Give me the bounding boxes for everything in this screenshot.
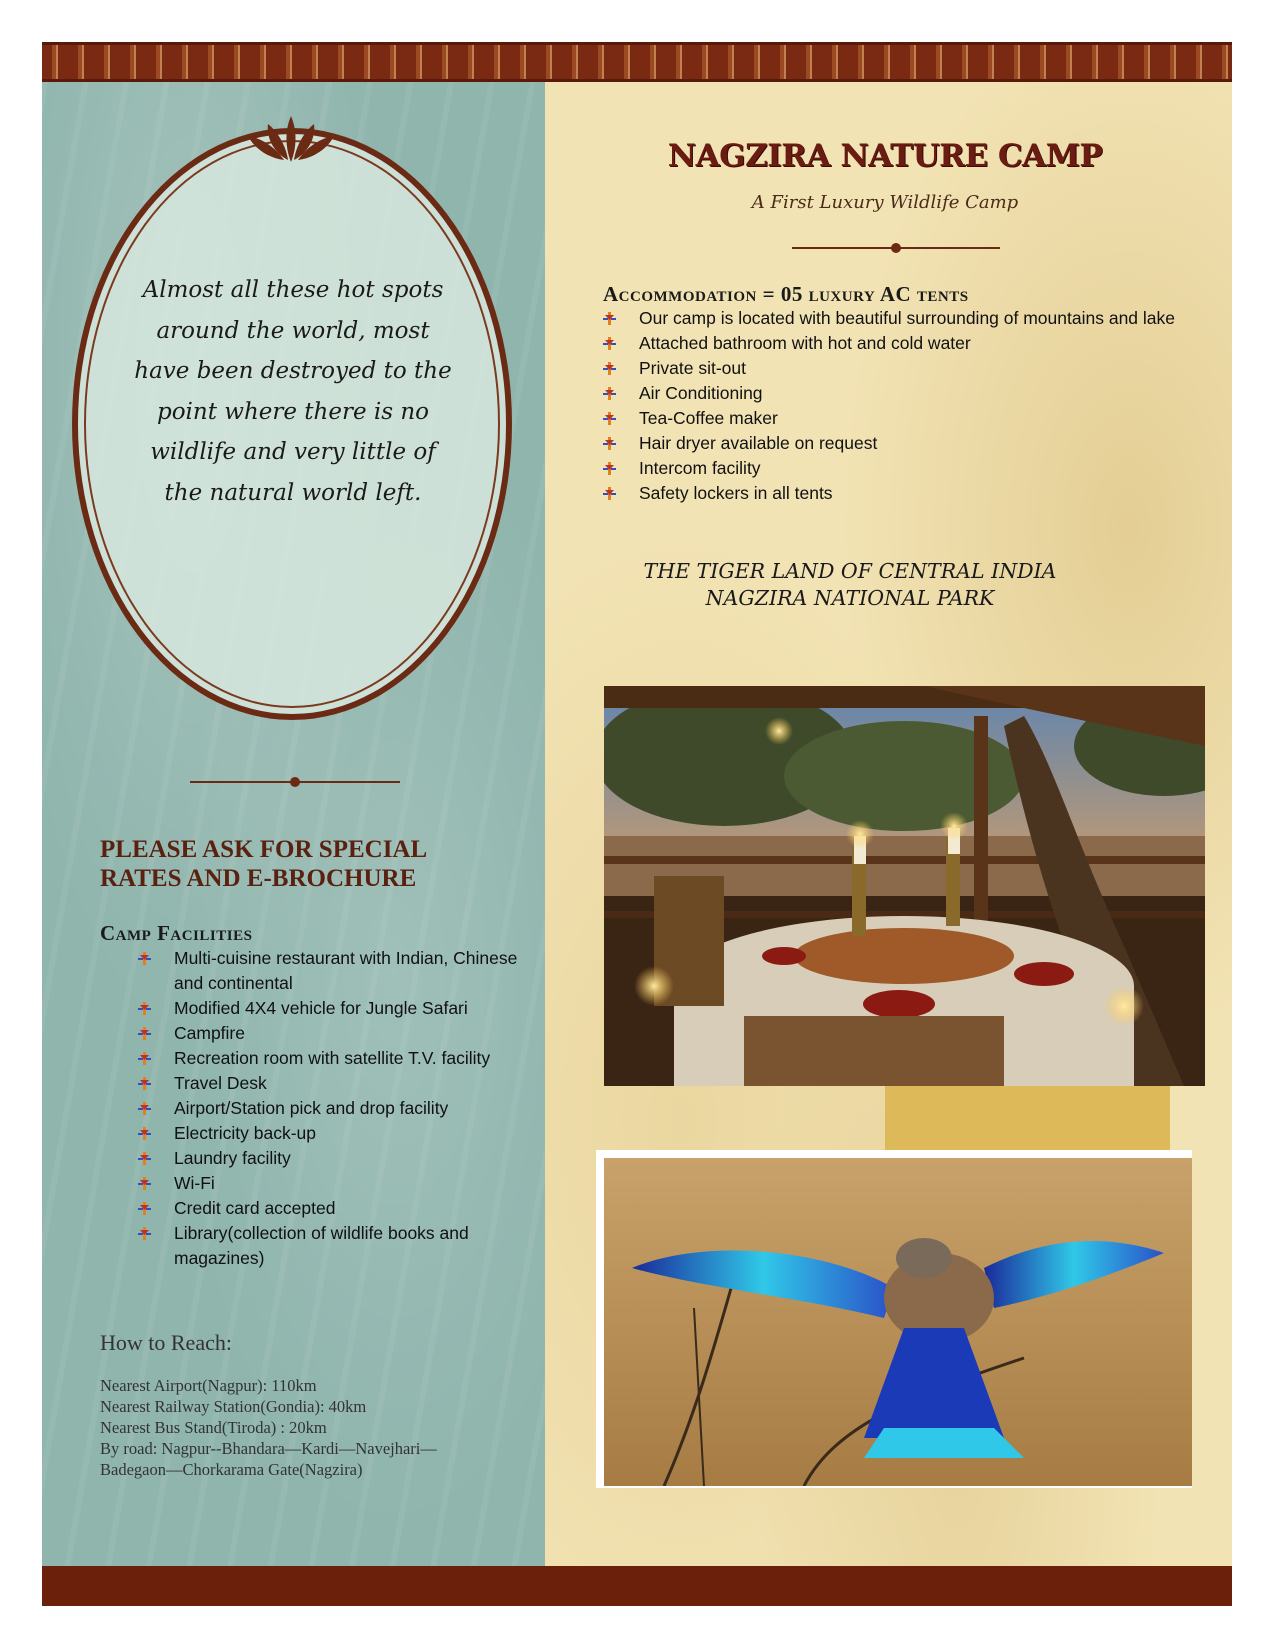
arrow-bullet-icon (603, 412, 616, 425)
list-item-label: Multi-cuisine restaurant with Indian, Chinese and continental (174, 948, 518, 993)
reach-line: By road: Nagpur--Bhandara—Kardi—Navejhari— (100, 1439, 437, 1458)
arrow-bullet-icon (603, 362, 616, 375)
list-item-label: Tea-Coffee maker (639, 408, 778, 428)
list-item-label: Library(collection of wildlife books and magazines) (174, 1223, 469, 1268)
bird-image (604, 1158, 1192, 1486)
list-item (138, 946, 518, 996)
list-item (138, 1146, 518, 1171)
list-item-label: Credit card accepted (174, 1198, 336, 1218)
arrow-bullet-icon (138, 1202, 151, 1215)
list-item-label: Wi-Fi (174, 1173, 215, 1193)
list-item-label: Campfire (174, 1023, 245, 1043)
list-item-label: Our camp is located with beautiful surrounding of mountains and lake (639, 308, 1175, 328)
top-border (42, 42, 1232, 82)
reach-line: Nearest Railway Station(Gondia): 40km (100, 1397, 367, 1416)
dining-scene-image (604, 686, 1205, 1086)
arrow-bullet-icon (138, 1102, 151, 1115)
list-item-label: Intercom facility (639, 458, 761, 478)
quote-line: have been destroyed to the (134, 358, 452, 384)
list-item (138, 1171, 518, 1196)
list-item-label: Recreation room with satellite T.V. facility (174, 1048, 491, 1068)
dining-deck-photo (604, 686, 1205, 1086)
list-item (603, 306, 1203, 331)
list-item (603, 356, 1203, 381)
list-item-label: Modified 4X4 vehicle for Jungle Safari (174, 998, 468, 1018)
reach-line: Nearest Bus Stand(Tiroda) : 20km (100, 1418, 327, 1437)
list-item (603, 456, 1203, 481)
arrow-bullet-icon (603, 437, 616, 450)
quote-line: wildlife and very little of (150, 439, 436, 465)
list-item (603, 481, 1203, 506)
lotus-ornament-icon (246, 110, 336, 168)
list-item-label: Laundry facility (174, 1148, 291, 1168)
arrow-bullet-icon (603, 462, 616, 475)
list-item (138, 1046, 518, 1071)
left-divider (190, 780, 400, 784)
list-item (603, 331, 1203, 356)
camp-facilities-heading: Camp Facilities (100, 921, 253, 945)
arrow-bullet-icon (138, 1152, 151, 1165)
arrow-bullet-icon (603, 312, 616, 325)
arrow-bullet-icon (138, 1027, 151, 1040)
bottom-border (42, 1566, 1232, 1606)
arrow-bullet-icon (138, 1052, 151, 1065)
list-item (138, 1121, 518, 1146)
arrow-bullet-icon (138, 1127, 151, 1140)
tagline (615, 558, 1085, 612)
gold-accent-block (885, 1086, 1170, 1160)
list-item-label: Electricity back-up (174, 1123, 316, 1143)
reach-line: Nearest Airport(Nagpur): 110km (100, 1376, 317, 1395)
list-item (603, 406, 1203, 431)
arrow-bullet-icon (138, 1177, 151, 1190)
tagline-line: THE TIGER LAND OF CENTRAL INDIA (643, 559, 1057, 583)
accommodation-list (603, 306, 1203, 506)
list-item (138, 996, 518, 1021)
list-item-label: Hair dryer available on request (639, 433, 878, 453)
oval-quote (118, 270, 468, 513)
arrow-bullet-icon (138, 952, 151, 965)
page-subtitle: A First Luxury Wildlife Camp (751, 192, 1019, 213)
list-item-label: Private sit-out (639, 358, 746, 378)
how-to-reach-title: How to Reach: (100, 1330, 232, 1355)
page-title: NAGZIRA NATURE CAMP (667, 138, 1103, 174)
quote-line: the natural world left. (164, 479, 422, 506)
list-item (138, 1071, 518, 1096)
list-item-label: Airport/Station pick and drop facility (174, 1098, 449, 1118)
list-item (138, 1021, 518, 1046)
list-item (138, 1196, 518, 1221)
tagline-line: NAGZIRA NATIONAL PARK (705, 586, 995, 610)
quote-line: Almost all these hot spots (142, 277, 444, 303)
accommodation-heading: Accommodation = 05 luxury AC tents (603, 282, 969, 306)
reach-line: Badegaon—Chorkarama Gate(Nagzira) (100, 1460, 363, 1479)
list-item (603, 431, 1203, 456)
indian-roller-bird-photo (604, 1158, 1192, 1486)
camp-facilities-list (138, 946, 518, 1271)
special-rates-heading (100, 835, 500, 893)
how-to-reach-details (100, 1375, 437, 1480)
arrow-bullet-icon (603, 487, 616, 500)
title-divider (792, 246, 1000, 250)
list-item-label: Travel Desk (174, 1073, 267, 1093)
arrow-bullet-icon (138, 1077, 151, 1090)
arrow-bullet-icon (603, 387, 616, 400)
arrow-bullet-icon (138, 1002, 151, 1015)
special-line: PLEASE ASK FOR SPECIAL (100, 836, 428, 863)
quote-line: around the world, most (156, 317, 430, 344)
list-item (603, 381, 1203, 406)
arrow-bullet-icon (138, 1227, 151, 1240)
list-item-label: Air Conditioning (639, 383, 763, 403)
list-item-label: Attached bathroom with hot and cold water (639, 333, 971, 353)
list-item-label: Safety lockers in all tents (639, 483, 833, 503)
list-item (138, 1221, 518, 1271)
quote-line: point where there is no (156, 398, 430, 425)
arrow-bullet-icon (603, 337, 616, 350)
special-line: RATES AND E-BROCHURE (100, 865, 417, 892)
list-item (138, 1096, 518, 1121)
